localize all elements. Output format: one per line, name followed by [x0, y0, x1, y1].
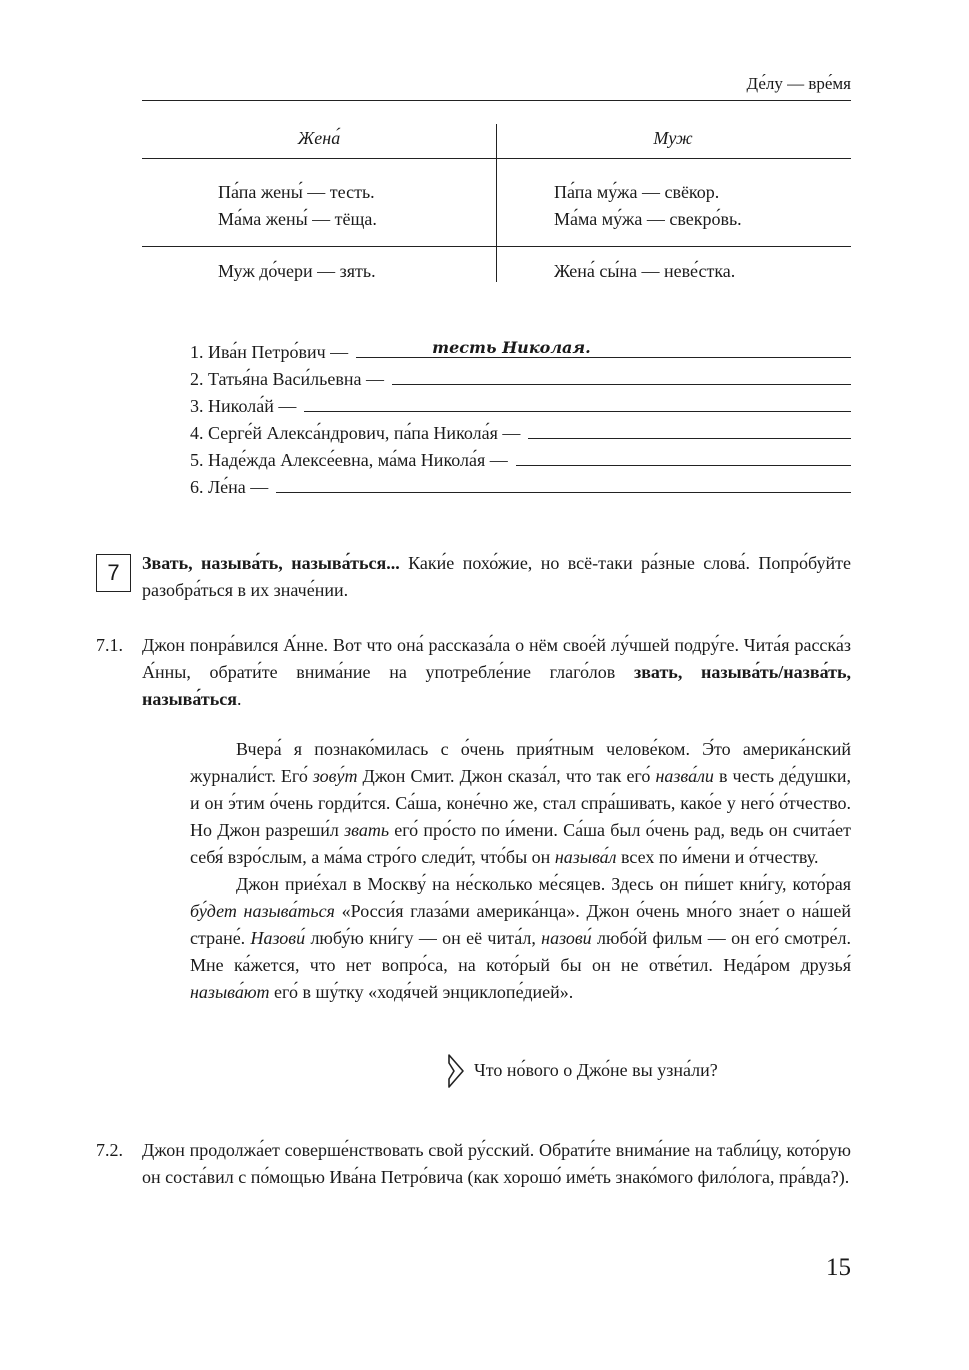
- fill-in-exercise: [190, 336, 851, 498]
- story-run: его́ про́сто по и́мени. Са́ша был о́чень рад, ведь он счита́ет себя́ взро́слым, а ма́ма стро́го следи́т, что́бы он: [190, 820, 851, 867]
- story-run: любу́ю кни́гу — он её чита́л,: [305, 928, 542, 948]
- table-cell: Па́па му́жа — свёкор. Ма́ма му́жа — свекро́вь.: [554, 182, 742, 229]
- table-rule: [142, 246, 851, 247]
- table-cell: Муж до́чери — зять.: [218, 261, 376, 281]
- list-item: 4. Серге́й Алекса́ндрович, па́па Никола́я —: [190, 417, 851, 444]
- family-relations-table: [142, 124, 851, 282]
- column-header-husband: Муж: [653, 128, 693, 148]
- list-item: 3. Никола́й —: [190, 390, 851, 417]
- list-item: 5. Наде́жда Алексе́евна, ма́ма Никола́я —: [190, 444, 851, 471]
- story-text: [190, 736, 851, 1006]
- header-rule: [142, 100, 851, 101]
- emphasized-verb: называ́ют: [190, 982, 270, 1002]
- table-cell: Па́па жены́ — тесть. Ма́ма жены́ — тёща.: [218, 182, 377, 229]
- story-run: всех по и́мени и о́тчеству.: [616, 847, 819, 867]
- question-text: Что но́вого о Джо́не вы узна́ли?: [474, 1060, 718, 1080]
- table-cell: Жена́ сы́на — неве́стка.: [554, 261, 736, 281]
- emphasized-verb: назови́: [541, 928, 592, 948]
- answer-line[interactable]: [276, 472, 851, 493]
- story-run: Джон Смит. Джон сказа́л, что так его́: [357, 766, 656, 786]
- arrow-right-outline-icon: [446, 1052, 466, 1090]
- section-intro: Звать, называ́ть, называ́ться... Каки́е похо́жие, но всё-таки ра́зные слова́. Попро́буйте разобра́ться в их значе́нии.: [142, 553, 851, 600]
- answer-line[interactable]: [528, 418, 851, 439]
- story-run: его́ в шу́тку «ходя́чей энциклопе́дией».: [269, 982, 574, 1002]
- list-item: 1. Ива́н Петро́вич — тесть Николая.: [190, 336, 851, 363]
- task-7-2-text: Джон продолжа́ет соверше́нствовать свой ру́сский. Обрати́те внима́ние на табли́цу, кото́рую он соста́вил с по́мощью Ива́на Петро́вича (как хорошо́ име́ть знако́мого фило́лога, пра́вда?).: [142, 1140, 851, 1187]
- running-header: Де́лу — вре́мя: [746, 74, 851, 93]
- story-run: «Росси́я глаза́ми америка́нца». Джон о́чень мно́го зна́ет о на́шей стране́.: [190, 901, 851, 948]
- story-paragraph: [190, 871, 851, 1006]
- page-number: 15: [826, 1254, 851, 1281]
- story-run: в честь де́душки, и он э́тим о́чень горди́тся. Са́ша, коне́чно же, стал спра́шивать, како́е у него́ о́тчество. Но Джон разреши́л: [190, 766, 851, 840]
- table-rule: [142, 158, 851, 159]
- list-item: 6. Ле́на —: [190, 471, 851, 498]
- emphasized-verb: бу́дет называ́ться: [190, 901, 335, 921]
- task-number: 7.1.: [96, 635, 123, 655]
- section-number-box: 7: [96, 554, 131, 592]
- answer-line[interactable]: [392, 364, 851, 385]
- answer-line[interactable]: [516, 445, 851, 466]
- list-item: 2. Татья́на Васи́льевна —: [190, 363, 851, 390]
- task-7-1-text: Джон понра́вился А́нне. Вот что она́ рассказа́ла о нём свое́й лу́чшей подру́ге. Чита́я расска́з А́нны, обрати́те внима́ние на употребле́ние глаго́лов звать, называ́ть/назва́ть, называ́ться.: [142, 635, 852, 709]
- answer-line[interactable]: [356, 337, 851, 358]
- column-header-wife: Жена́: [297, 128, 341, 148]
- emphasized-verb: назва́ли: [655, 766, 714, 786]
- emphasized-verb: Назови́: [250, 928, 306, 948]
- task-number: 7.2.: [96, 1140, 123, 1160]
- table-divider: [496, 124, 497, 282]
- emphasized-verb: зову́т: [312, 766, 358, 786]
- emphasized-verb: называ́л: [554, 847, 617, 867]
- story-paragraph: [190, 736, 851, 871]
- story-run: Джон прие́хал в Москву́ на не́сколько ме́сяцев. Здесь он пи́шет кни́гу, кото́рая: [236, 874, 851, 894]
- handwritten-answer: тесть Николая.: [432, 338, 591, 357]
- story-run: любо́й фильм — он его́ смотре́л. Мне ка́жется, что нет вопро́са, на кото́рый бы он не отве́тил. Неда́ром друзья́: [190, 928, 851, 975]
- story-run: Вчера́ я познако́милась с о́чень прия́тным челове́ком. Э́то америка́нский журнали́ст. Его́: [190, 739, 851, 786]
- emphasized-verb: звать: [344, 820, 390, 840]
- answer-line[interactable]: [304, 391, 851, 412]
